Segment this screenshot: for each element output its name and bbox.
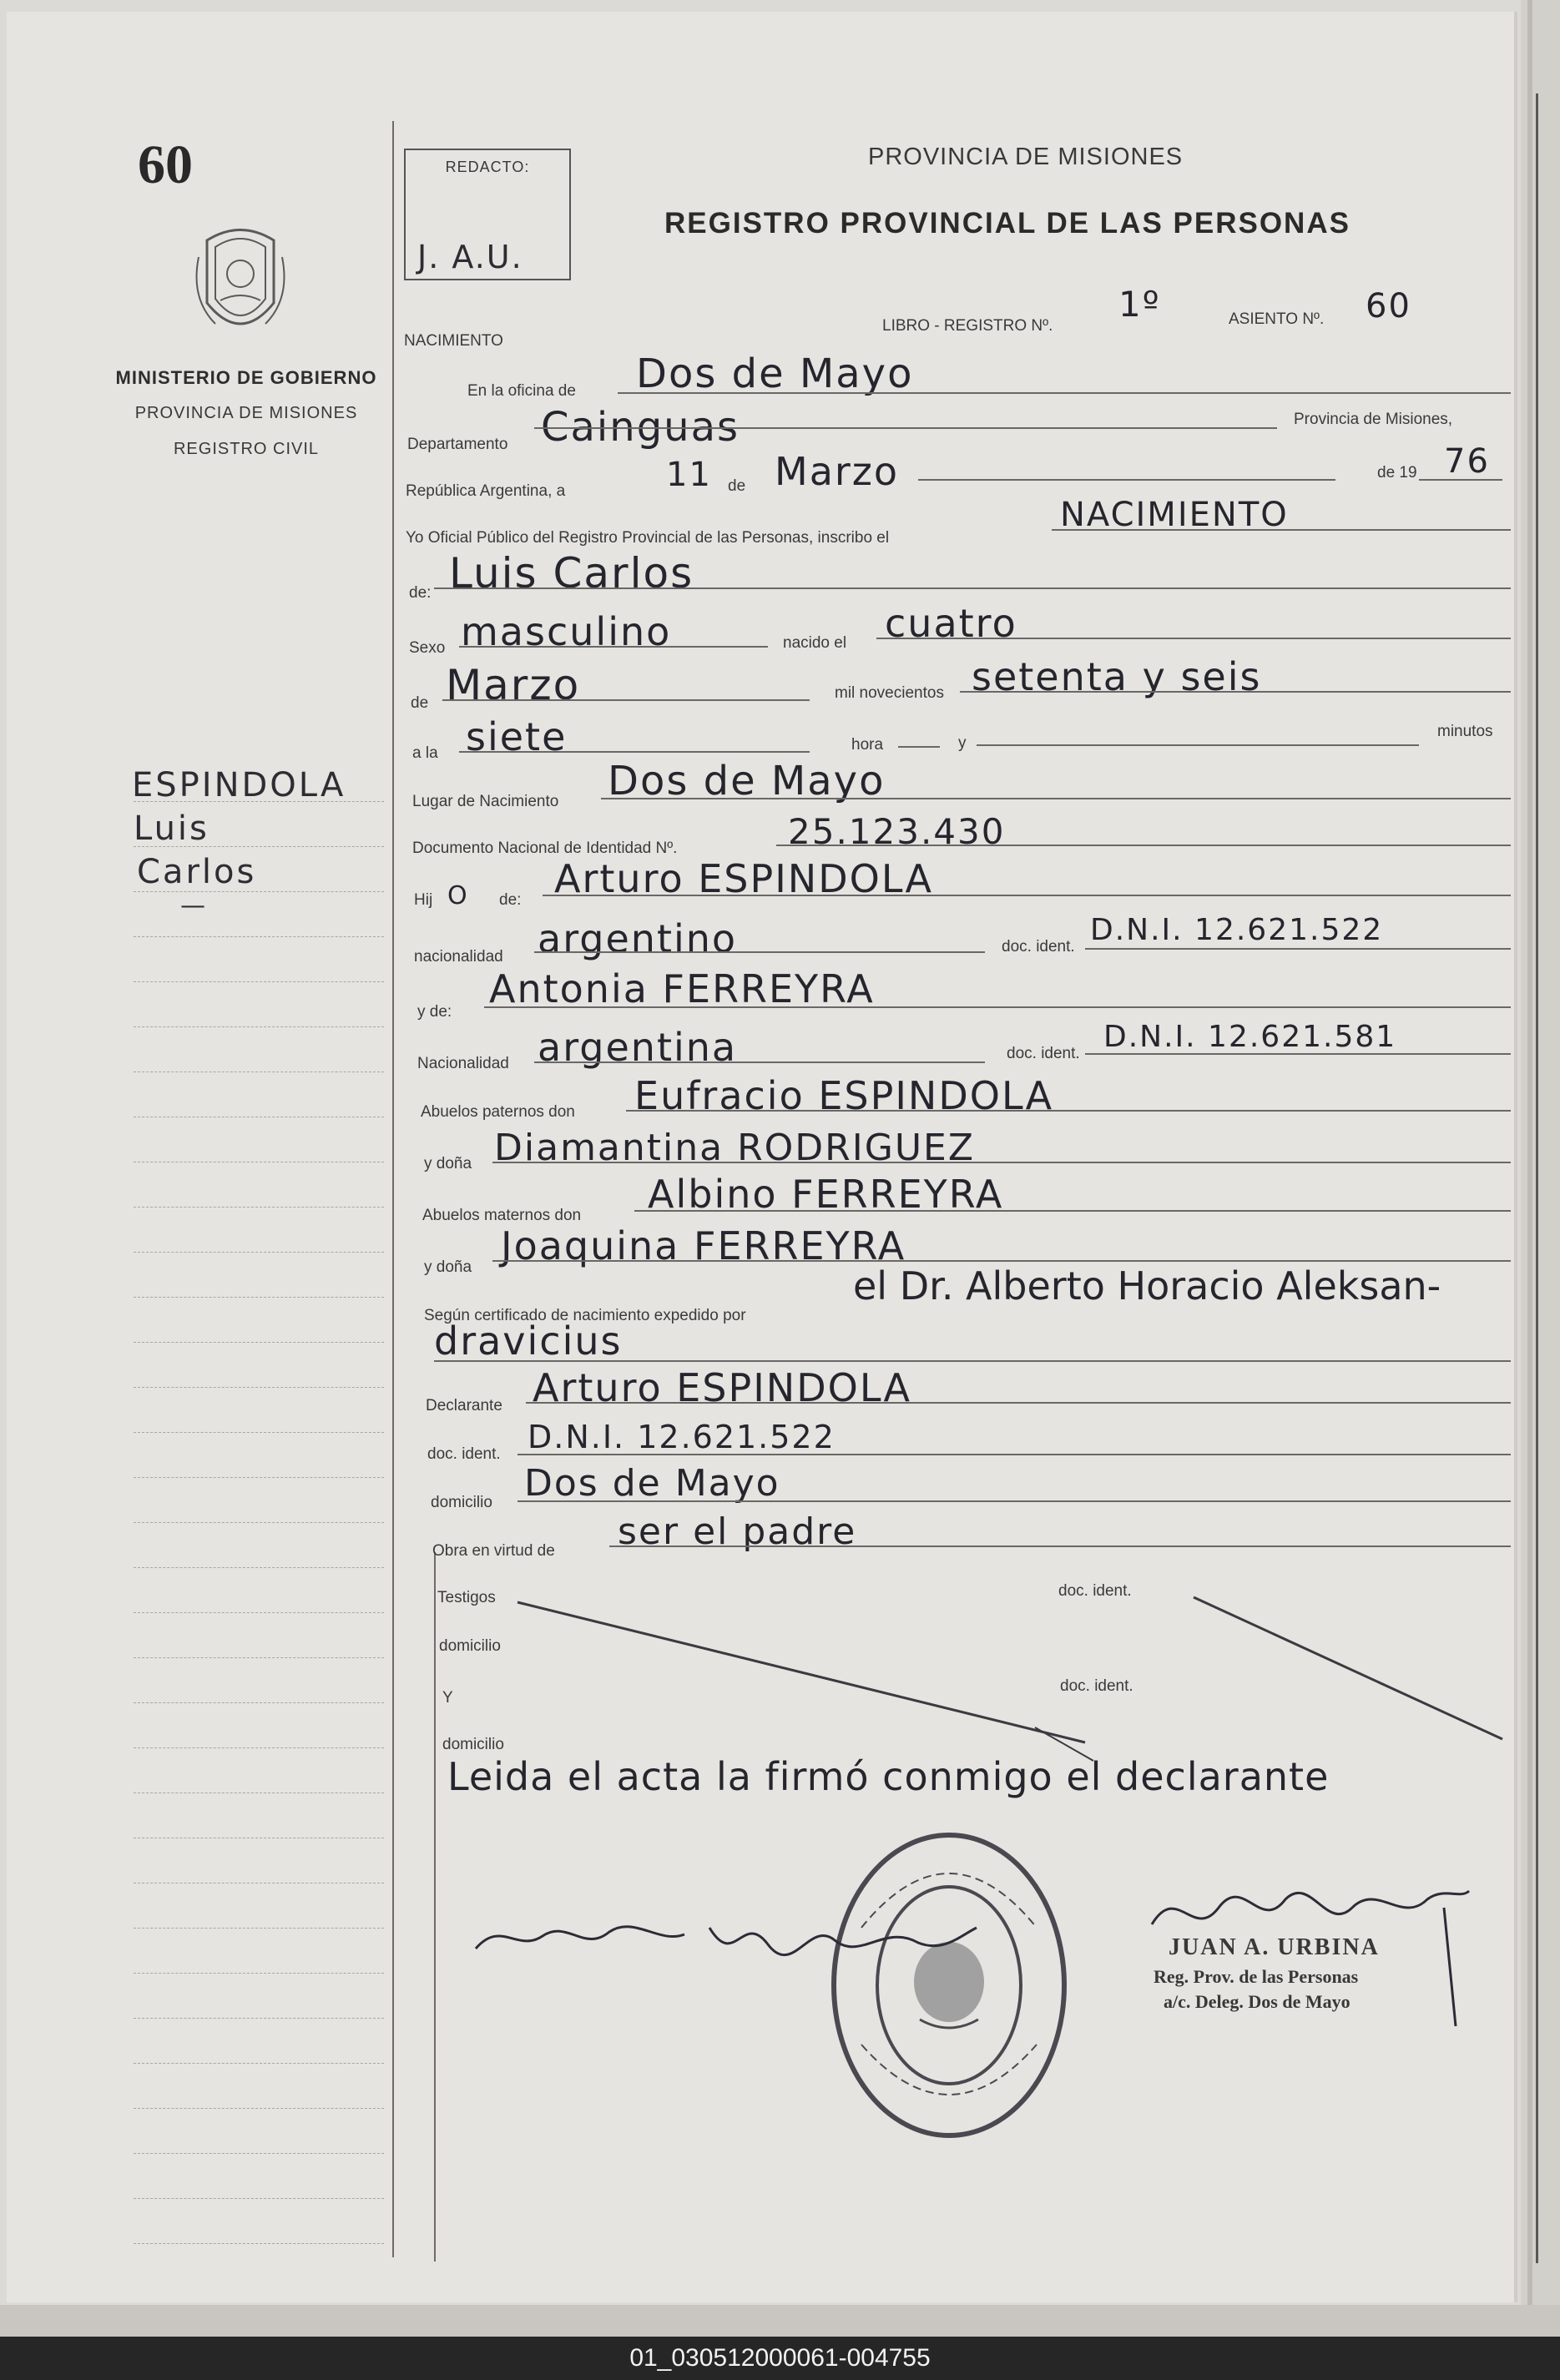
provincia-suffix: Provincia de Misiones,	[1294, 411, 1453, 428]
nombre-label: de:	[409, 584, 432, 602]
declarante-label: Declarante	[426, 1397, 502, 1414]
lugar-value: Dos de Mayo	[608, 758, 886, 804]
hora-y-label: y	[958, 734, 967, 752]
oficina-label: En la oficina de	[467, 382, 576, 400]
declarante-signature-icon	[467, 1903, 985, 1978]
margin-surname: ESPINDOLA	[132, 766, 346, 804]
abuela-materna-label: y doña	[424, 1258, 472, 1276]
margin-dash: —	[180, 891, 208, 920]
nacido-value: cuatro	[885, 601, 1017, 646]
abuelo-materno-label: Abuelos maternos don	[422, 1207, 582, 1224]
section-label: NACIMIENTO	[404, 332, 503, 350]
mil-label: mil novecientos	[835, 684, 944, 702]
certificado-value: el Dr. Alberto Horacio Aleksan-	[853, 1263, 1441, 1308]
officer-title-line1: Reg. Prov. de las Personas	[1154, 1966, 1359, 1987]
ministry-caption: MINISTERIO DE GOBIERNO	[115, 367, 377, 388]
dni-label: Documento Nacional de Identidad Nº.	[412, 840, 678, 857]
fecha-label: República Argentina, a	[406, 482, 566, 500]
domicilio-value: Dos de Mayo	[524, 1462, 780, 1505]
nombre-value: Luis Carlos	[449, 549, 694, 598]
testigos-doc-label: doc. ident.	[1058, 1582, 1132, 1600]
madre-label: y de:	[417, 1003, 452, 1021]
abuela-paterna-value: Diamantina RODRIGUEZ	[494, 1127, 975, 1169]
testigos-doc-label-2: doc. ident.	[1060, 1677, 1133, 1695]
nacido-label: nacido el	[783, 634, 847, 652]
asiento-label: ASIENTO Nº.	[1229, 310, 1325, 328]
hora-prefix-label: a la	[412, 744, 438, 762]
registry-caption: REGISTRO CIVIL	[173, 440, 320, 458]
testigos-label: Testigos	[437, 1589, 496, 1606]
abuelo-paterno-value: Eufracio ESPINDOLA	[634, 1073, 1054, 1118]
padre-nacionalidad-label: nacionalidad	[414, 948, 503, 966]
hijo-gender-value: O	[447, 881, 469, 910]
abuelo-paterno-label: Abuelos paternos don	[421, 1103, 575, 1121]
hora-value: siete	[466, 714, 568, 759]
inscribo-label: Yo Oficial Público del Registro Provincial de las Personas, inscribo el	[406, 529, 890, 547]
redacto-value: J. A.U.	[417, 239, 523, 275]
madre-doc-label: doc. ident.	[1007, 1045, 1080, 1062]
asiento-value: 60	[1366, 287, 1411, 325]
abuela-materna-value: Joaquina FERREYRA	[501, 1223, 906, 1268]
obra-value: ser el padre	[618, 1510, 857, 1553]
scan-filename: 01_030512000061-004755	[0, 2337, 1560, 2380]
document-title: REGISTRO PROVINCIAL DE LAS PERSONAS	[664, 207, 1350, 240]
margin-middlename: Carlos	[137, 853, 257, 891]
hora-label: hora	[851, 736, 884, 754]
madre-nacionalidad-value: argentina	[538, 1025, 738, 1070]
hijo-de-label: de:	[499, 891, 522, 909]
closing-statement: Leida el acta la firmó conmigo el declarante	[447, 1754, 1330, 1799]
abuelo-materno-value: Albino FERREYRA	[648, 1172, 1004, 1217]
mil-value: setenta y seis	[972, 654, 1262, 699]
province-caption: PROVINCIA DE MISIONES	[134, 404, 358, 422]
departamento-value: Cainguas	[541, 404, 740, 451]
testigos-domicilio-label-2: domicilio	[442, 1736, 504, 1753]
father-value: Arturo ESPINDOLA	[554, 856, 933, 901]
header-province: PROVINCIA DE MISIONES	[868, 144, 1184, 170]
libro-value: 1º	[1118, 284, 1161, 325]
page-number: 60	[138, 134, 193, 195]
minutos-label: minutos	[1437, 723, 1493, 740]
libro-label: LIBRO - REGISTRO Nº.	[882, 317, 1053, 335]
mes-label: de	[411, 694, 429, 712]
redacto-label: REDACTO:	[445, 159, 530, 175]
declarante-doc-label: doc. ident.	[427, 1445, 501, 1463]
lugar-label: Lugar de Nacimiento	[412, 793, 559, 810]
padre-nacionalidad-value: argentino	[538, 916, 738, 961]
mes-value: Marzo	[446, 661, 581, 709]
mother-value: Antonia FERREYRA	[489, 966, 875, 1011]
oficina-value: Dos de Mayo	[636, 350, 914, 397]
declarante-value: Arturo ESPINDOLA	[533, 1365, 911, 1410]
dni-value: 25.123.430	[788, 811, 1006, 852]
hijo-label: Hij	[414, 891, 433, 909]
fecha-day: 11	[666, 456, 712, 494]
obra-label: Obra en virtud de	[432, 1542, 555, 1560]
year-label: de 19	[1377, 464, 1417, 482]
madre-doc-value: D.N.I. 12.621.581	[1103, 1020, 1397, 1054]
margin-firstname: Luis	[134, 809, 210, 848]
declarante-doc-value: D.N.I. 12.621.522	[528, 1419, 836, 1455]
certificado-value-continued: dravicius	[434, 1319, 623, 1364]
sexo-label: Sexo	[409, 639, 446, 657]
abuela-paterna-label: y doña	[424, 1155, 472, 1172]
officer-name: JUAN A. URBINA	[1169, 1934, 1380, 1960]
sexo-value: masculino	[461, 609, 672, 654]
certificado-label: Según certificado de nacimiento expedido por	[424, 1307, 746, 1324]
padre-doc-value: D.N.I. 12.621.522	[1090, 913, 1384, 947]
registry-seal-icon	[828, 1828, 1070, 2143]
domicilio-label: domicilio	[431, 1494, 492, 1511]
officer-title-line2: a/c. Deleg. Dos de Mayo	[1164, 1991, 1350, 2012]
departamento-label: Departamento	[407, 436, 508, 453]
year-value: 76	[1444, 442, 1490, 481]
inscribo-value: NACIMIENTO	[1060, 496, 1289, 534]
madre-nacionalidad-label: Nacionalidad	[417, 1055, 509, 1072]
fecha-month: Marzo	[775, 449, 900, 494]
testigos-y-label: Y	[442, 1689, 453, 1707]
padre-doc-label: doc. ident.	[1002, 938, 1075, 956]
fecha-de-label: de	[728, 477, 746, 495]
testigos-domicilio-label: domicilio	[439, 1637, 501, 1655]
